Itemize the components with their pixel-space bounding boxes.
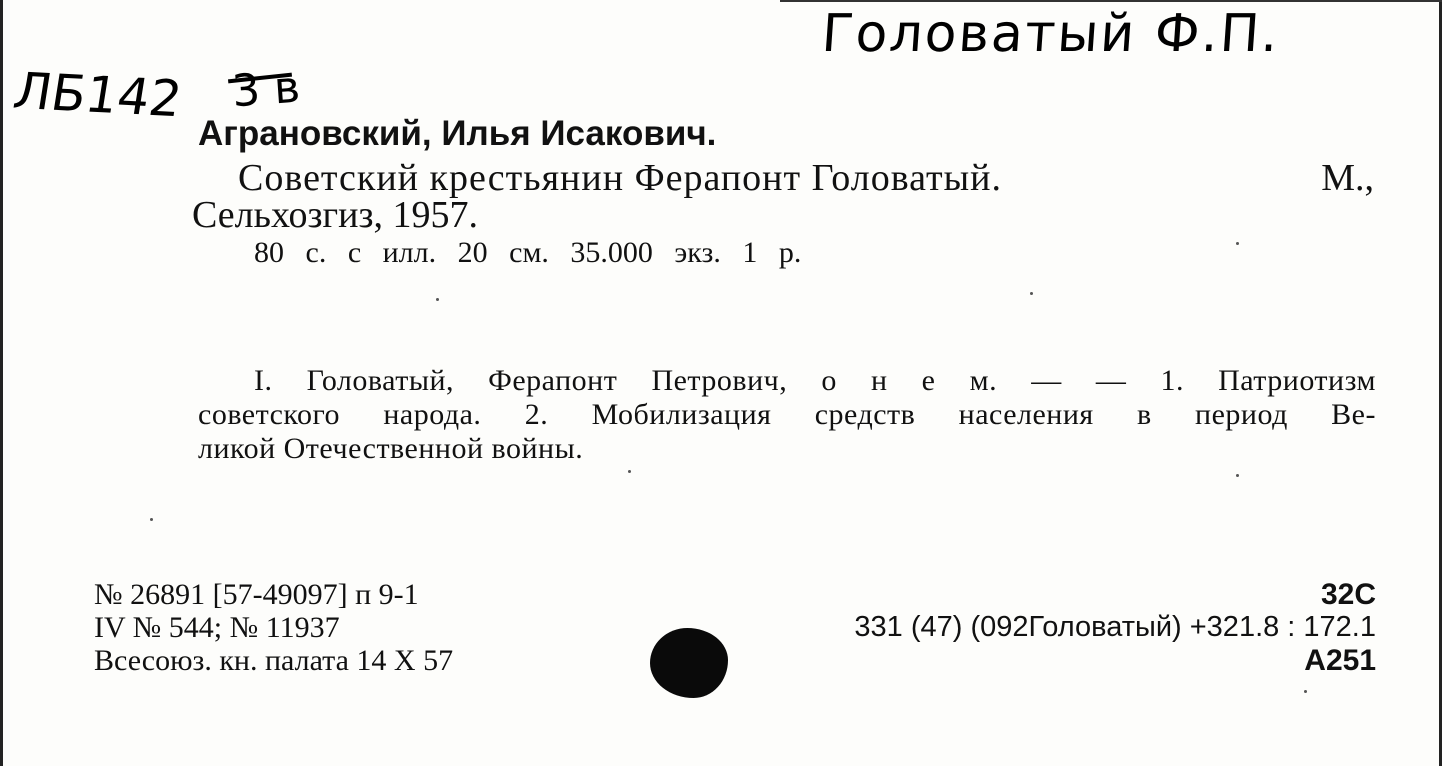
catalog-series-line: IV № 544; № 11937	[94, 611, 340, 644]
book-chamber-line: Всесоюз. кн. палата 14 Х 57	[94, 644, 454, 677]
classification-code: 32С	[1320, 578, 1376, 611]
paper-speck	[1304, 690, 1307, 693]
classification-block	[854, 578, 1376, 677]
subject-line-2: советского народа. 2. Мобилизация средств населения в период Ве-	[198, 398, 1376, 431]
handwritten-shelf-mark: ЛБ142	[9, 61, 186, 129]
publisher-year: Сельхозгиз, 1957.	[192, 194, 478, 236]
book-title: Советский крестьянин Ферапонт Головатый.	[238, 157, 1002, 199]
physical-description: 80 с. с илл. 20 см. 35.000 экз. 1 р.	[254, 236, 802, 269]
subject-line-3: ликой Отечественной войны.	[198, 432, 584, 465]
catalog-number-line: № 26891 [57-49097] п 9-1	[94, 578, 419, 611]
author-mark: А251	[1304, 644, 1376, 677]
handwritten-shelf-sub: 3 в	[230, 61, 302, 118]
udc-index: 331 (47) (092Головатый) +321.8 : 172.1	[854, 611, 1376, 643]
subject-line-1: I. Головатый, Ферапонт Петрович, о н е м. — — 1. Патриотизм	[254, 364, 1376, 397]
handwritten-name-note: Головатый Ф.П.	[819, 4, 1282, 64]
author-heading: Аграновский, Илья Исакович.	[198, 114, 717, 153]
catalog-numbers	[94, 578, 453, 677]
paper-speck	[436, 298, 439, 301]
card-left-edge	[0, 0, 3, 766]
subject-headings	[198, 364, 1376, 466]
card-top-edge	[780, 0, 1442, 2]
paper-speck	[1236, 474, 1239, 477]
paper-speck	[1030, 292, 1033, 295]
paper-speck	[150, 518, 153, 521]
paper-speck	[1236, 242, 1239, 245]
paper-speck	[628, 470, 631, 473]
ink-blot	[650, 628, 728, 698]
publication-city: М.,	[1321, 157, 1374, 199]
